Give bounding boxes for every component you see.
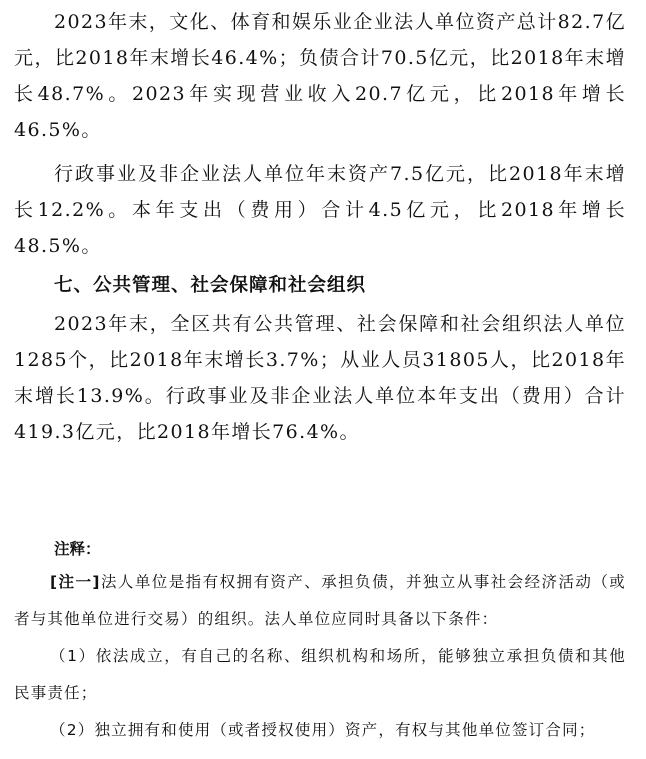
note-1 bbox=[14, 564, 626, 638]
admin-units-paragraph: 行政事业及非企业法人单位年末资产7.5亿元，比2018年末增长12.2%。本年支出（费用）合计4.5亿元，比2018年增长48.5%。 bbox=[14, 163, 626, 257]
section-heading-public-management: 七、公共管理、社会保障和社会组织 bbox=[54, 275, 367, 296]
public-management-paragraph: 2023年末，全区共有公共管理、社会保障和社会组织法人单位1285个，比2018年末增长3.7%；从业人员31805人，比2018年末增长13.9%。行政事业及非企业法人单位本年支出（费用）合计419.3亿元，比2018年增长76.4%。 bbox=[14, 313, 626, 443]
note-condition-2: （2）独立拥有和使用（或者授权使用）资产，有权与其他单位签订合同； bbox=[50, 721, 596, 739]
note-condition-1: （1）依法成立，有自己的名称、组织机构和场所，能够独立承担负债和其他民事责任； bbox=[14, 647, 626, 702]
notes-title: 注释： bbox=[54, 540, 101, 558]
note-1-tag: [注一] bbox=[50, 573, 101, 591]
culture-sports-paragraph: 2023年末，文化、体育和娱乐业企业法人单位资产总计82.7亿元，比2018年末增长46.4%；负债合计70.5亿元，比2018年末增长48.7%。2023年实现营业收入20.7亿元，比2018年增长46.5%。 bbox=[14, 11, 626, 141]
note-1-text: 法人单位是指有权拥有资产、承担负债，并独立从事社会经济活动（或者与其他单位进行交易）的组织。法人单位应同时具备以下条件： bbox=[14, 573, 626, 628]
